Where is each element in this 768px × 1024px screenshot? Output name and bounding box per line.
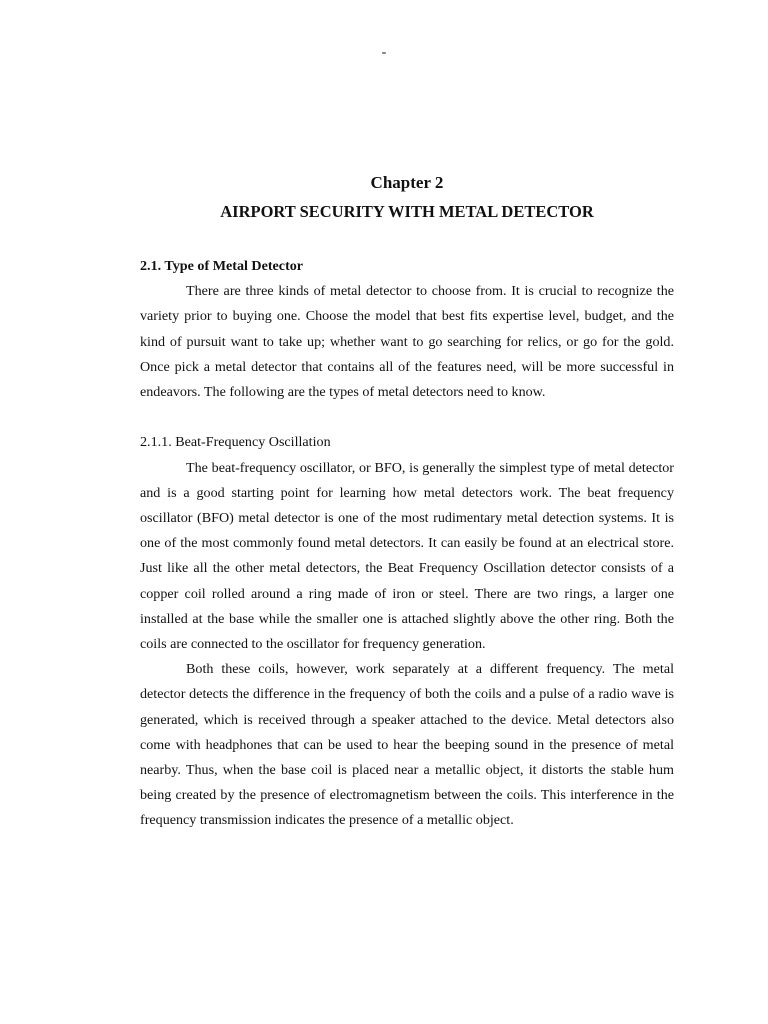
section-paragraph: There are three kinds of metal detector to choose from. It is crucial to recognize the variety prior to buying one. Choose the model that best fits expertise level, budget, and the kind of pursuit want to take up; whether want to go searching for relics, or go for the gold. Once pick a metal detector that contains all of the features need, will be more successful in endeavors. The following are the types of metal detectors need to know. xyxy=(140,283,674,401)
spacer xyxy=(140,405,674,430)
page-mark: - xyxy=(381,45,387,60)
subsection-paragraph-1: The beat-frequency oscillator, or BFO, is generally the simplest type of metal detector and is a good starting point for learning how metal detectors work. The beat frequency oscillator (BFO) metal detector is one of the most rudimentary metal detection systems. It is one of the most commonly found metal detectors. It can easily be found at an electrical store. Just like all the other metal detectors, the Beat Frequency Oscillation detector consists of a copper coil rolled around a ring made of iron or steel. There are two rings, a larger one installed at the base while the smaller one is attached slightly above the other ring. Both the coils are connected to the oscillator for frequency generation. xyxy=(140,459,674,653)
subsection-heading: 2.1.1. Beat-Frequency Oscillation xyxy=(140,434,331,451)
subsection-paragraph-2: Both these coils, however, work separately at a different frequency. The metal detector detects the difference in the frequency of both the coils and a pulse of a radio wave is generated, which is received through a speaker attached to the device. Metal detectors also come with headphones that can be used to hear the beeping sound in the presence of metal nearby. Thus, when the base coil is placed near a metallic object, it distorts the stable hum being created by the presence of electromagnetism between the coils. This interference in the frequency transmission indicates the presence of a metallic object. xyxy=(140,661,674,829)
chapter-title: AIRPORT SECURITY WITH METAL DETECTOR xyxy=(220,202,594,221)
document-body xyxy=(140,254,674,834)
chapter-label: Chapter 2 xyxy=(370,173,444,192)
section-heading: 2.1. Type of Metal Detector xyxy=(140,258,304,274)
